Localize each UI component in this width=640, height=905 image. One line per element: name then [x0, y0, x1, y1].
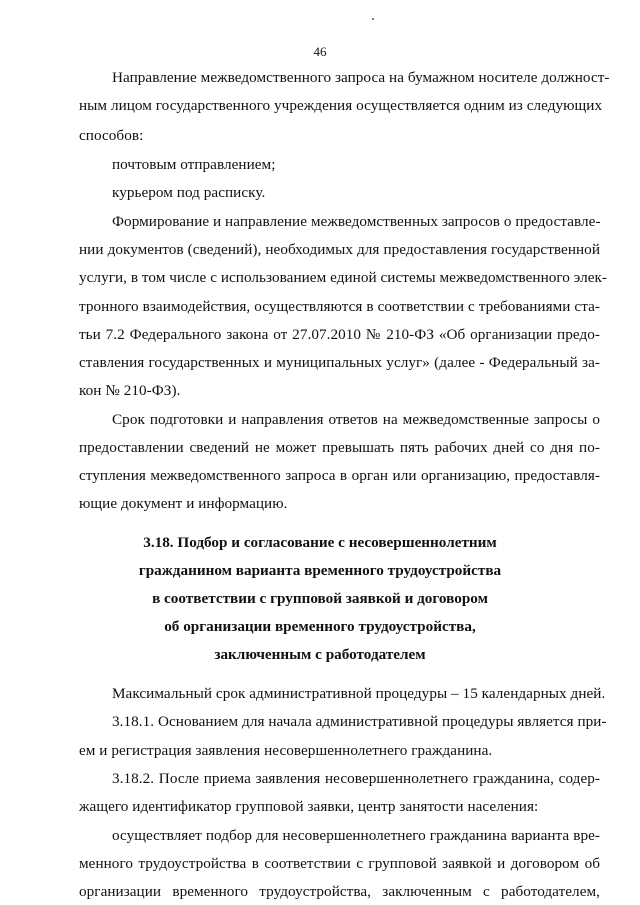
paragraph-line: нии документов (сведений), необходимых для предоставления государственной	[79, 241, 600, 258]
paragraph-line: тронного взаимодействия, осуществляются в соответствии с требованиями ста-	[79, 298, 600, 315]
paragraph-line: Максимальный срок административной процедуры – 15 календарных дней.	[112, 685, 606, 702]
paragraph-line: предоставлении сведений не может превышать пять рабочих дней со дня по-	[79, 439, 600, 456]
paragraph-line: 3.18.1. Основанием для начала административной процедуры является при-	[112, 713, 607, 730]
paragraph-line: способов:	[79, 127, 144, 144]
paragraph-line: кон № 210-ФЗ).	[79, 382, 181, 399]
section-heading-line: в соответствии с групповой заявкой и договором	[152, 590, 488, 607]
scan-speck	[372, 18, 374, 20]
page-number: 46	[313, 44, 327, 59]
paragraph-line: организации временного трудоустройства, заключенным с работодателем,	[79, 883, 600, 900]
paragraph-line: Срок подготовки и направления ответов на межведомственные запросы о	[112, 411, 600, 428]
paragraph-line: услуги, в том числе с использованием единой системы межведомственного элек-	[79, 269, 608, 286]
paragraph-line: Формирование и направление межведомственных запросов о предоставле-	[112, 213, 601, 230]
paragraph-line: тьи 7.2 Федерального закона от 27.07.2010 № 210-ФЗ «Об организации предо-	[79, 326, 600, 343]
paragraph-line: ным лицом государственного учреждения осуществляется одним из следующих	[79, 97, 603, 114]
paragraph-line: ставления государственных и муниципальных услуг» (далее - Федеральный за-	[79, 354, 600, 371]
paragraph-line: осуществляет подбор для несовершеннолетнего гражданина варианта вре-	[112, 827, 600, 844]
list-item: курьером под расписку.	[112, 184, 266, 201]
paragraph-line: менного трудоустройства в соответствии с групповой заявкой и договором об	[79, 855, 600, 872]
section-heading-line: об организации временного трудоустройства,	[164, 618, 476, 635]
paragraph-line: 3.18.2. После приема заявления несовершеннолетнего гражданина, содер-	[112, 770, 600, 787]
section-heading-line: заключенным с работодателем	[214, 646, 426, 663]
paragraph-line: ступления межведомственного запроса в орган или организацию, предоставля-	[79, 467, 600, 484]
section-heading-line: 3.18. Подбор и согласование с несовершеннолетним	[143, 534, 497, 551]
list-item: почтовым отправлением;	[112, 156, 276, 173]
section-heading-line: гражданином варианта временного трудоустройства	[138, 562, 502, 579]
paragraph-line: ем и регистрация заявления несовершеннолетнего гражданина.	[79, 742, 493, 759]
paragraph-line: ющие документ и информацию.	[79, 495, 288, 512]
paragraph-line: Направление межведомственного запроса на бумажном носителе должност-	[112, 69, 610, 86]
paragraph-line: жащего идентификатор групповой заявки, центр занятости населения:	[79, 798, 539, 815]
